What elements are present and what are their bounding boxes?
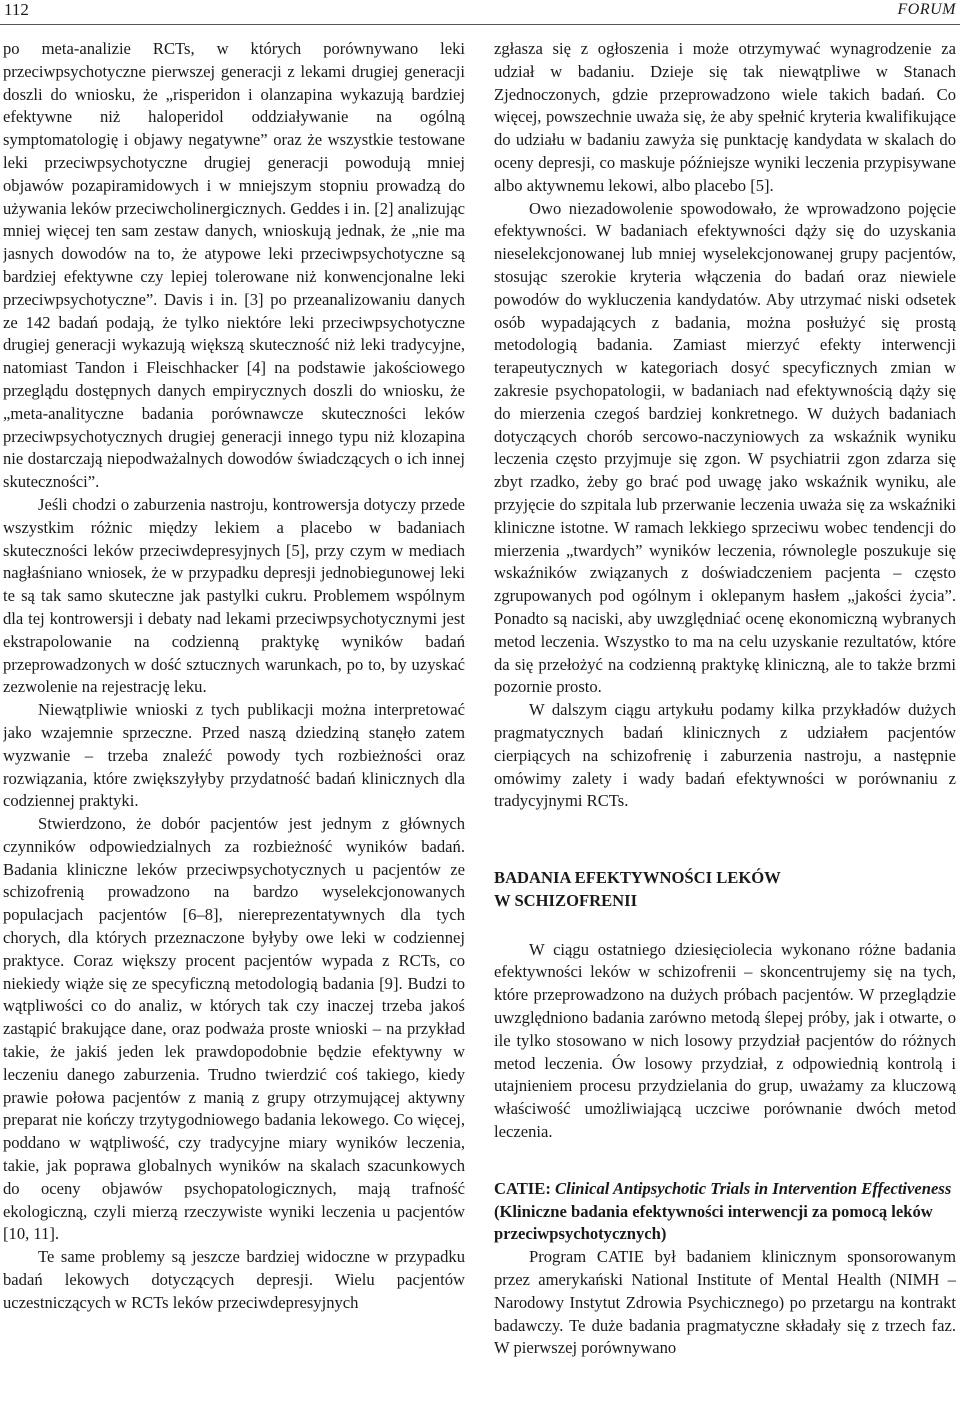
paragraph: Owo niezadowolenie spowodowało, że wprowadzono pojęcie efektywności. W badaniach efektywności dąży się do uzyskania nieselekcjonowanej lub mniej wyselekcjonowanej grupy pacjentów, stosując szerokie kryteria włączenia do badań oraz niewiele powodów do wykluczenia kandydatów. Aby utrzymać niski odsetek osób wypadających z badania, można posłużyć się prostą metodologią badania. Zamiast mierzyć efekty interwencji terapeutycznych w kategoriach dosyć specyficznych zmian w zakresie psychopatologii, w badaniach nad efektywnością dąży się do mierzenia czegoś bardziej konkretnego. W dużych badaniach dotyczących chorób sercowo-naczyniowych za wskaźnik wyniku leczenia często przyjmuje się zgon. W psychiatrii zgon zdarza się zbyt rzadko, żeby go brać pod uwagę jako wskaźnik wyniku, ale przyjęcie do szpitala lub przerwanie leczenia uważa się za wskaźniki kliniczne istotne. W ramach lekkiego sprzeciwu wobec tendencji do mierzenia „twardych” wyników leczenia, równolegle poszukuje się wskaźników związanych z doświadczeniem pacjenta – często zgrupowanych pod ogólnym i oklepanym hasłem „jakości życia”. Ponadto są naciski, aby uwzględniać ocenę ekonomiczną wybranych metod leczenia. Wszystko to ma na celu uzyskanie rezultatów, które da się przełożyć na codzienną praktykę kliniczną, ale to także brzmi pozornie prosto.	[494, 198, 956, 697]
subsection-heading-prefix: CATIE:	[494, 1178, 556, 1198]
paragraph: W dalszym ciągu artykułu podamy kilka przykładów dużych pragmatycznych badań klinicznych z udziałem pacjentów cierpiących na schizofrenię i zaburzenia nastroju, a następnie omówimy zalety i wady badań efektywności w porównaniu z tradycyjnymi RCTs.	[494, 700, 956, 811]
paragraph: Niewątpliwie wnioski z tych publikacji można interpretować jako wzajemnie sprzeczne. Przed naszą dziedziną stanęło zatem wyzwanie – trzeba znaleźć powody tych rozbieżności oraz rozwiązania, które zwiększyłyby przydatność badań klinicznych dla codziennej praktyki.	[3, 700, 465, 811]
page-number: 112	[4, 0, 29, 19]
paragraph: zgłasza się z ogłoszenia i może otrzymywać wynagrodzenie za udział w badaniu. Dzieje się tak niewątpliwe w Stanach Zjednoczonych, gdzie przeprowadzono wiele takich badań. Co więcej, powszechnie uważa się, że aby spełnić kryteria kwalifikujące do udziału w badaniu zawyża się punktację kandydata w skalach do oceny depresji, co maskuje późniejsze wyniki leczenia przypisywane albo aktywnemu lekowi, albo placebo [5].	[494, 39, 956, 195]
paragraph: Jeśli chodzi o zaburzenia nastroju, kontrowersja dotyczy przede wszystkim różnic między lekiem a placebo w badaniach skuteczności leków przeciwdepresyjnych [5], przy czym w mediach nagłaśniano wniosek, że w przypadku depresji jednobiegunowej leki te są tak samo skuteczne jak pastylki cukru. Problemem wspólnym dla tej kontrowersji i debaty nad lekami przeciwpsychotycznymi jest ekstrapolowanie na codzienną praktykę wyników badań przeprowadzonych w dość sztucznych warunkach, po to, by uzyskać zezwolenie na rejestrację leku.	[3, 494, 465, 697]
paragraph: Te same problemy są jeszcze bardziej widoczne w przypadku badań lekowych dotyczących depresji. Wielu pacjentów uczestniczących w RCTs leków przeciwdepresyjnych	[3, 1247, 465, 1312]
section-heading-line: BADANIA EFEKTYWNOŚCI LEKÓW	[494, 868, 781, 888]
subsection-heading-italic: Clinical Antipsychotic Trials in Intervention Effectiveness	[555, 1178, 952, 1198]
left-column	[3, 38, 465, 1423]
page-header	[0, 0, 960, 25]
running-head: FORUM	[897, 1, 956, 18]
subsection-heading	[494, 1178, 956, 1246]
section-heading	[494, 867, 956, 913]
right-column	[494, 38, 956, 1423]
section-heading-line: W SCHIZOFRENII	[494, 890, 638, 910]
paragraph: W ciągu ostatniego dziesięciolecia wykonano różne badania efektywności leków w schizofrenii – skoncentrujemy się na tych, które przeprowadzono na dużych próbach pacjentów. W przeglądzie uwzględniono badania zarówno metodą ślepej próby, jak i otwarte, o ile tylko stosowano w nich losowy przydział pacjentów do różnych metod leczenia. Ów losowy przydział, z odpowiednią kontrolą i utajnieniem procesu przydzielania do grup, uważamy za kluczową właściwość umożliwiającą uczciwe porównanie dwóch metod leczenia.	[494, 939, 956, 1142]
paragraph: Stwierdzono, że dobór pacjentów jest jednym z głównych czynników odpowiedzialnych za rozbieżność wyników badań. Badania kliniczne leków przeciwpsychotycznych u pacjentów ze schizofrenią prowadzono na bardzo wyselekcjonowanych populacjach pacjentów [6–8], niereprezentatywnych dla tych chorych, dla których przeznaczone byłyby owe leki w codziennej praktyce. Coraz większy procent pacjentów wypada z RCTs, co niekiedy wiąże się ze specyficzną metodologią badania [9]. Budzi to wątpliwości co do analiz, w których tak czy inaczej trzeba jakoś zastąpić brakujące dane, oraz podważa proste wnioski – na przykład takie, że jakiś jeden lek prawdopodobnie będzie efektywny w leczeniu danego zaburzenia. Trudno twierdzić coś takiego, kiedy prawie połowa pacjentów z manią z grupy otrzymującej aktywny preparat nie kończy trzytygodniowego badania lekowego. Co więcej, poddano w wątpliwość, czy tradycyjne miary wyników leczenia, takie, jak poprawa globalnych wyników na skalach szacunkowych do oceny objawów psychopatologicznych, mają trafność ekologiczną, czyli mierzą rzeczywiste wyniki leczenia u pacjentów [10, 11].	[3, 814, 465, 1244]
paragraph: Program CATIE był badaniem klinicznym sponsorowanym przez amerykański National Institute of Mental Health (NIMH – Narodowy Instytut Zdrowia Psychicznego) po przetargu na kontrakt badawczy. Te duże badania pragmatyczne składały się z trzech faz. W pierwszej porównywano	[494, 1247, 956, 1358]
paragraph: po meta-analizie RCTs, w których porównywano leki przeciwpsychotyczne pierwszej generacji z lekami drugiej generacji doszli do wniosku, że „risperidon i olanzapina wykazują bardziej efektywne niż haloperidol oddziaływanie na ogólną symptomatologię i objawy negatywne” oraz że wszystkie testowane leki przeciwpsychotyczne drugiej generacji powodują mniej objawów pozapiramidowych i w mniejszym stopniu prowadzą do używania leków przeciwcholinergicznych. Geddes i in. [2] analizując mniej więcej ten sam zestaw danych, wnioskują jednak, że „nie ma jasnych dowodów na to, że atypowe leki przeciwpsychotyczne są bardziej efektywne czy lepiej tolerowane niż konwencjonalne leki przeciwpsychotyczne”. Davis i in. [3] po przeanalizowaniu danych ze 142 badań podają, że tylko niektóre leki przeciwpsychotyczne drugiej generacji wykazują większą skuteczność niż leki tradycyjne, natomiast Tandon i Fleischhacker [4] na podstawie jakościowego przeglądu dostępnych danych empirycznych doszli do wniosku, że „meta-analityczne badania porównawcze skuteczności leków przeciwpsychotycznych drugiej generacji innego typu niż klozapina nie dostarczają niepodważalnych dowodów świadczących o ich innej skuteczności”.	[3, 39, 465, 492]
subsection-heading-suffix: (Kliniczne badania efektywności interwencji za pomocą leków przeciwpsychotycznych)	[494, 1201, 933, 1244]
